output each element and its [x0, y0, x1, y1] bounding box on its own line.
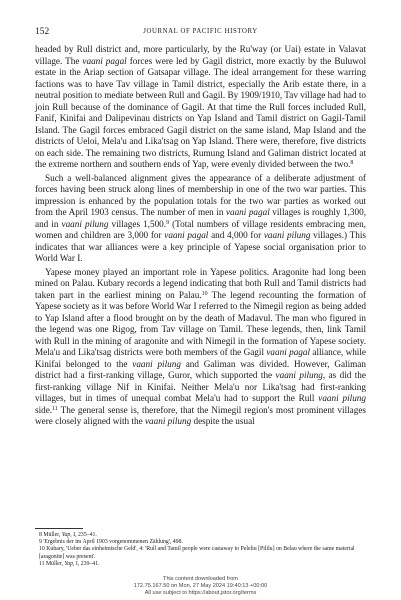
footnote-ref: 9	[166, 219, 170, 226]
footnotes	[35, 532, 366, 568]
text-run: (Total numbers of village residents embracing men, women and children are 3,000 for	[35, 218, 366, 240]
italic-term: vaani pagal	[164, 230, 209, 240]
text-run: , I, 239–41.	[72, 560, 100, 567]
text-run: , I, 235–41.	[70, 532, 97, 538]
italic-term: vaani pilung	[132, 358, 181, 369]
italic-term: vaani pilung	[144, 416, 192, 426]
text-run: 10 Kubary, 'Ueber das einheimische Geld', 4: 'Rull and Tamil people were castaway to Peleliu [Pililu] on Belau where the same material [aragonite] was present'.	[39, 546, 355, 560]
text-run: headed by Rull district and, more particularly, by the Ru'way (or Uai) estate in Valavat village. The	[35, 44, 366, 66]
text-run: 9 'Ergebnis der im April 1903 vorgenommenen Zählung', 498.	[39, 539, 183, 546]
italic-term: vaani pilung	[61, 218, 109, 229]
footnote	[35, 546, 366, 560]
text-run: side.	[35, 404, 53, 415]
footnote-ref: 10	[201, 290, 208, 297]
body-paragraph	[35, 267, 366, 428]
page-number: 152	[35, 27, 50, 37]
download-note-line: This content downloaded from	[163, 576, 238, 582]
text-run: villages.) This indicates that war alliances were a key principle of Yapese social organisation prior to World War I.	[35, 230, 366, 263]
text-run: villages 1,500.	[108, 218, 167, 229]
footnote-divider	[35, 528, 83, 529]
text-run: Such a well-balanced alignment gives the appearance of a deliberate adjustment of forces having been struck along lines of membership in one of the two war parties. This impression is enhanced by the population totals for the two war parties as worked out from the April 1903 census. The number of men in	[35, 172, 366, 217]
italic-term: vaani pilung	[263, 230, 311, 240]
italic-term: vaani pilung	[318, 393, 366, 403]
italic-term: vaani pilung	[275, 370, 323, 380]
italic-term: vaani pagal	[225, 207, 270, 217]
text-run: villages is roughly 1,300, and in	[35, 207, 366, 229]
download-note-line: 172.75.167.50 on Mon, 27 May 2024 19:40:13 +00:00	[133, 582, 268, 589]
italic-term: vaani pagal	[266, 347, 311, 357]
text-run: and 4,000 for	[208, 230, 264, 240]
footnote	[35, 532, 366, 539]
running-head: JOURNAL OF PACIFIC HISTORY	[143, 28, 258, 35]
body-text	[35, 44, 366, 428]
body-paragraph	[35, 44, 366, 171]
download-note-line: All use subject to https://about.jstor.org/terms	[144, 589, 257, 596]
text-run: despite the usual	[191, 416, 255, 426]
footnote-ref: 8	[350, 160, 354, 166]
text-run: 8 Müller,	[39, 532, 62, 538]
text-run: and Galiman was divided. However, Galiman district had a first-ranking village, Guror, which supported the	[35, 358, 366, 380]
jstor-download-note	[0, 576, 401, 596]
footnote-ref: 11	[52, 405, 58, 412]
italic-term: Yap	[64, 560, 73, 567]
text-run: forces were led by Gagil district, more exactly by the Buluwol estate in the Ariap section of Gatsapar village. The ideal arrangement for these warring factions was to have Tav village in Tamil district, especially the Arib estate there, in a neutral position to mediate between Rull and Gagil. By 1909/1910, Tav village had had to join Rull because of the dominance of Gagil. At that time the Rull forces included Rull, Fanif, Kinifai and Dalipevinau districts on Yap Island and Tamil district on Gagil-Tamil Island. The Gagil forces embraced Gagil district on the same island, Map Island and the districts of Ueloi, Mela'u and Lika'tsag on Yap Island. There were, therefore, five districts on each side. The remaining two districts, Rumung Island and Galiman district located at the extreme northern and southern ends of Yap, were evenly divided between the two.	[35, 55, 366, 169]
footnote	[35, 561, 366, 568]
page-header	[35, 27, 366, 39]
italic-term: vaani pagal	[82, 55, 127, 66]
body-paragraph	[35, 173, 366, 265]
text-run: The legend recounting the formation of Yapese society as it was before World War I referred to the Nimegil region as being added to Yap Island after a flood brought on by the death of Madavul. The man who figured in the legend was one Rigog, from Tav village on Tamil. These legends, then, link Tamil with Rull in the mining of aragonite and with Nimegil in the formation of Yapese society. Mela'u and Lika'tsag districts were both members of the Gagil	[35, 289, 366, 357]
text-run: , as did the first-ranking village Nif in Kinifai. Neither Mela'u nor Lika'tsag had first-ranking villages, but in times of unequal combat Mela'u had to support the Rull	[35, 370, 366, 403]
text-run: 11 Müller,	[39, 560, 65, 567]
text-run: The general sense is, therefore, that the Nimegil region's most prominent villages were closely aligned with the	[35, 404, 366, 426]
text-run: Yapese money played an important role in Yapese politics. Aragonite had long been mined on Palau. Kubary records a legend indicating that both Rull and Tamil districts had taken part in the earliest mining on Palau.	[35, 266, 366, 300]
text-run: alliance, while Kinifai belonged to the	[35, 347, 366, 369]
italic-term: Yap	[61, 532, 71, 538]
footnote	[35, 539, 366, 546]
